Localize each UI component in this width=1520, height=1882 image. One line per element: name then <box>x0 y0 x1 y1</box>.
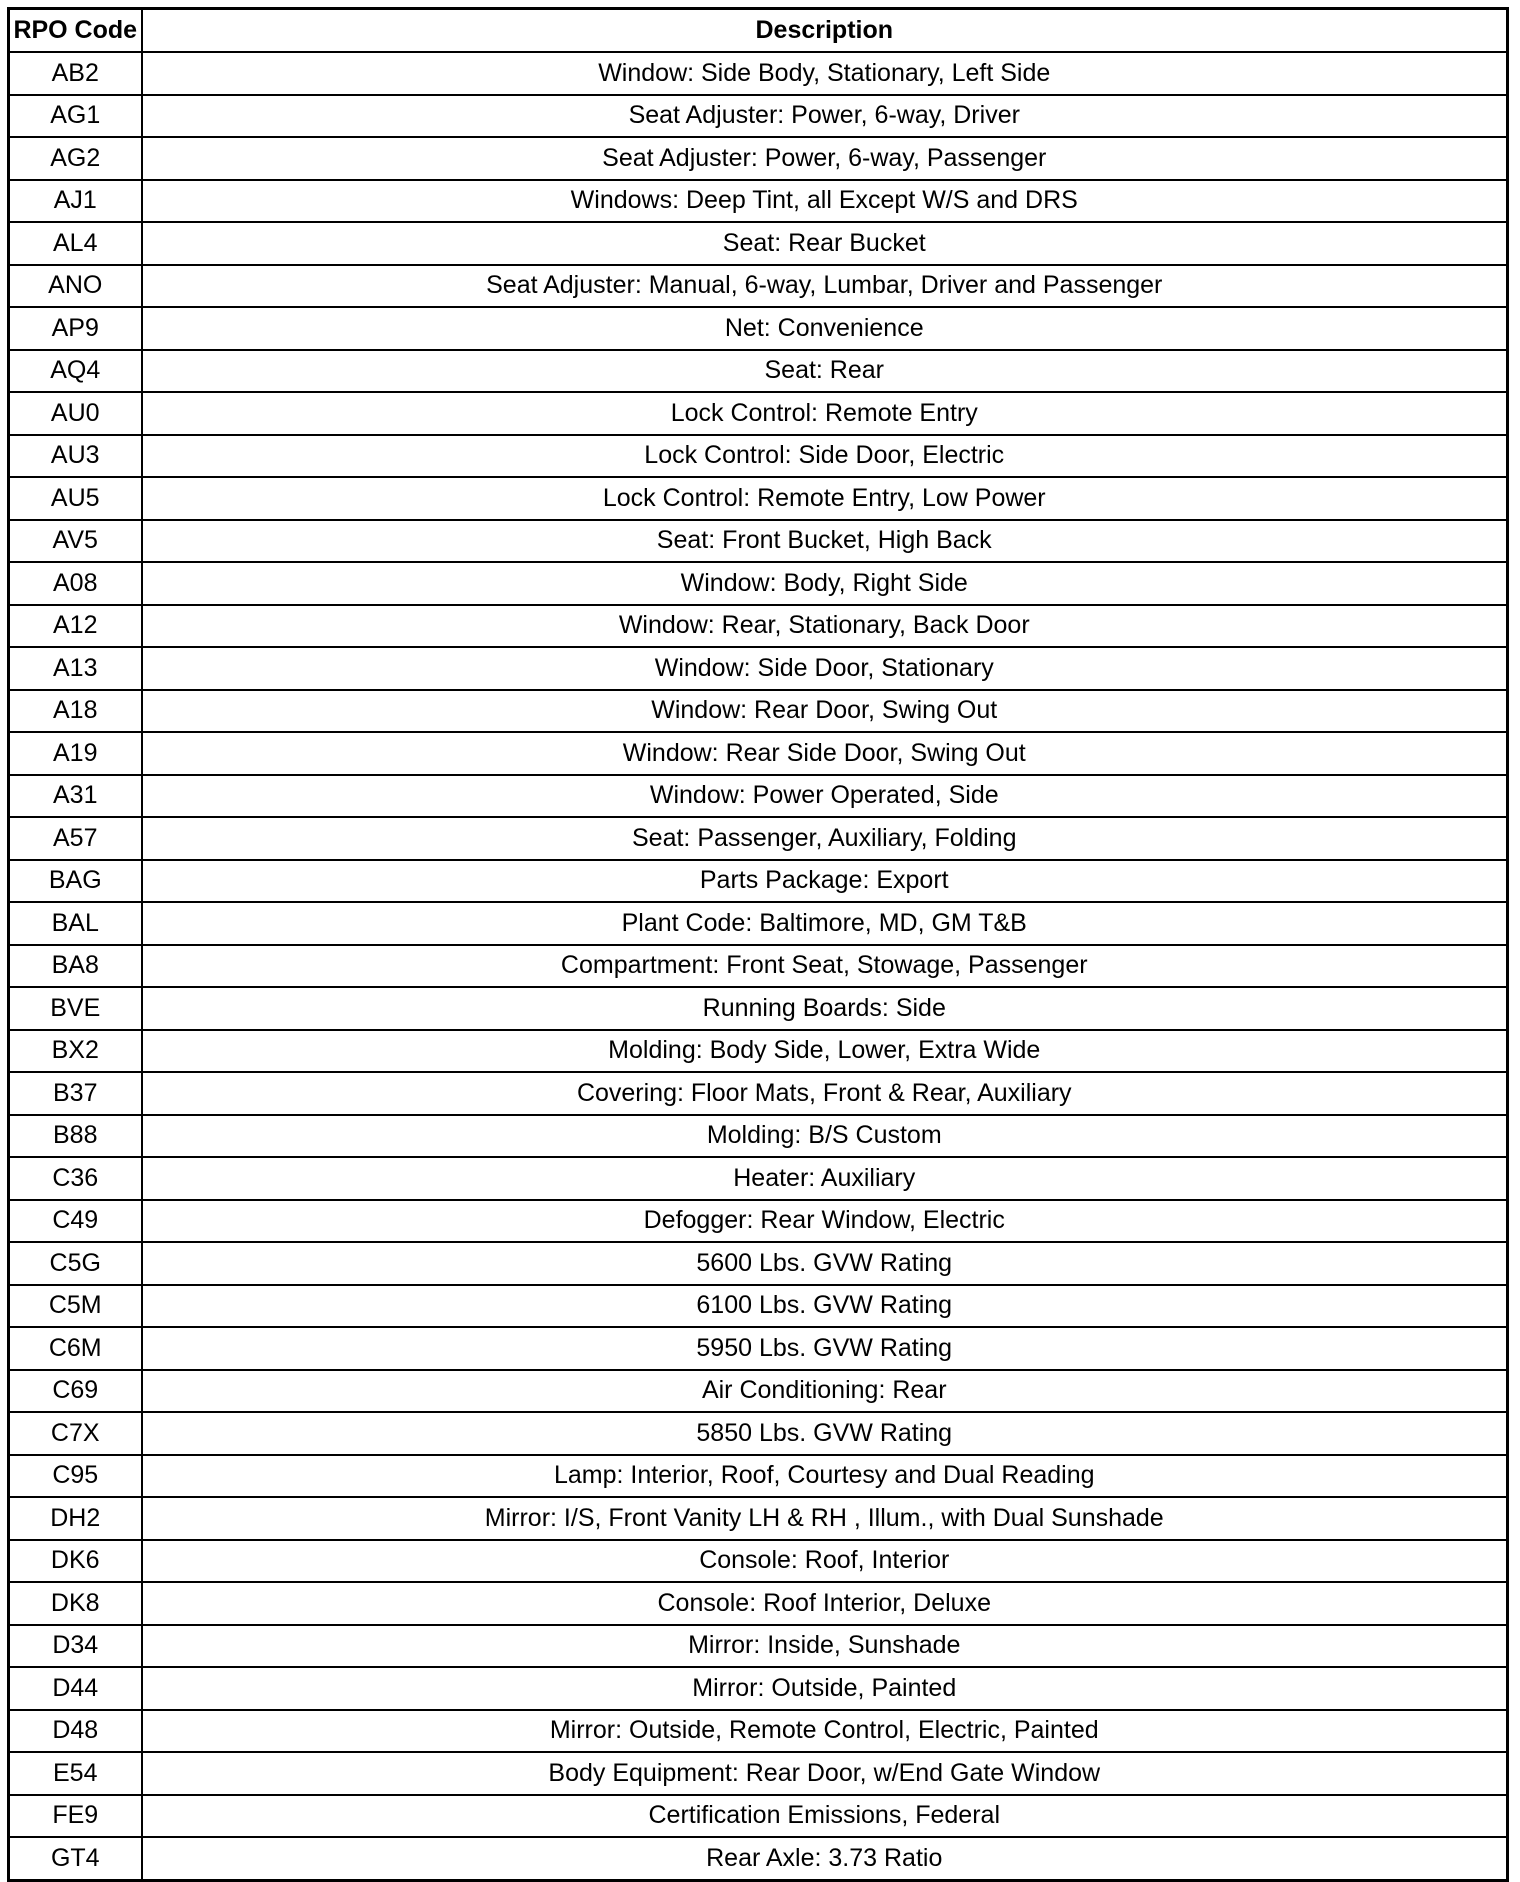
table-row <box>9 732 1508 775</box>
rpo-code-cell: A19 <box>9 732 142 775</box>
description-cell: Window: Side Body, Stationary, Left Side <box>142 52 1508 95</box>
rpo-code-cell: AB2 <box>9 52 142 95</box>
rpo-code-cell: A57 <box>9 817 142 860</box>
description-cell: Seat: Passenger, Auxiliary, Folding <box>142 817 1508 860</box>
description-cell: Seat: Rear Bucket <box>142 222 1508 265</box>
description-cell: Body Equipment: Rear Door, w/End Gate Window <box>142 1752 1508 1795</box>
description-cell: Seat Adjuster: Power, 6-way, Driver <box>142 95 1508 138</box>
description-cell: Plant Code: Baltimore, MD, GM T&B <box>142 902 1508 945</box>
table-row <box>9 1667 1508 1710</box>
description-cell: Window: Rear Door, Swing Out <box>142 690 1508 733</box>
description-cell: Seat: Rear <box>142 350 1508 393</box>
table-row <box>9 265 1508 308</box>
rpo-code-cell: GT4 <box>9 1837 142 1880</box>
rpo-code-cell: AU3 <box>9 435 142 478</box>
rpo-code-cell: ANO <box>9 265 142 308</box>
rpo-code-cell: AV5 <box>9 520 142 563</box>
rpo-code-cell: E54 <box>9 1752 142 1795</box>
rpo-code-cell: AP9 <box>9 307 142 350</box>
rpo-code-cell: C49 <box>9 1200 142 1243</box>
description-cell: Net: Convenience <box>142 307 1508 350</box>
table-row <box>9 477 1508 520</box>
table-row <box>9 775 1508 818</box>
table-row <box>9 1115 1508 1158</box>
table-row <box>9 902 1508 945</box>
description-cell: Certification Emissions, Federal <box>142 1795 1508 1838</box>
table-row <box>9 1455 1508 1498</box>
description-cell: Mirror: I/S, Front Vanity LH & RH , Illum., with Dual Sunshade <box>142 1497 1508 1540</box>
table-row <box>9 1752 1508 1795</box>
rpo-code-cell: A13 <box>9 647 142 690</box>
table-row <box>9 1710 1508 1753</box>
rpo-code-cell: C36 <box>9 1157 142 1200</box>
table-row <box>9 1285 1508 1328</box>
rpo-code-cell: AJ1 <box>9 180 142 223</box>
rpo-code-table <box>7 7 1509 1882</box>
table-row <box>9 1837 1508 1880</box>
rpo-code-cell: BA8 <box>9 945 142 988</box>
table-row <box>9 860 1508 903</box>
rpo-code-cell: B88 <box>9 1115 142 1158</box>
table-row <box>9 817 1508 860</box>
table-row <box>9 1795 1508 1838</box>
table-row <box>9 392 1508 435</box>
table-row <box>9 1540 1508 1583</box>
table-row <box>9 1327 1508 1370</box>
description-cell: 6100 Lbs. GVW Rating <box>142 1285 1508 1328</box>
table-row <box>9 1157 1508 1200</box>
rpo-code-cell: D44 <box>9 1667 142 1710</box>
rpo-code-cell: C69 <box>9 1370 142 1413</box>
table-row <box>9 1200 1508 1243</box>
description-cell: Seat: Front Bucket, High Back <box>142 520 1508 563</box>
rpo-code-cell: C5M <box>9 1285 142 1328</box>
table-row <box>9 307 1508 350</box>
rpo-code-cell: AG1 <box>9 95 142 138</box>
description-cell: Console: Roof Interior, Deluxe <box>142 1582 1508 1625</box>
rpo-code-cell: FE9 <box>9 1795 142 1838</box>
table-row <box>9 52 1508 95</box>
description-cell: 5850 Lbs. GVW Rating <box>142 1412 1508 1455</box>
description-cell: Parts Package: Export <box>142 860 1508 903</box>
description-cell: Window: Body, Right Side <box>142 562 1508 605</box>
column-header-description: Description <box>142 9 1508 53</box>
table-row <box>9 1625 1508 1668</box>
rpo-code-cell: C5G <box>9 1242 142 1285</box>
table-row <box>9 647 1508 690</box>
description-cell: Air Conditioning: Rear <box>142 1370 1508 1413</box>
rpo-code-cell: C7X <box>9 1412 142 1455</box>
table-row <box>9 562 1508 605</box>
description-cell: Molding: Body Side, Lower, Extra Wide <box>142 1030 1508 1073</box>
table-row <box>9 1497 1508 1540</box>
description-cell: Window: Rear Side Door, Swing Out <box>142 732 1508 775</box>
description-cell: Lock Control: Remote Entry <box>142 392 1508 435</box>
description-cell: Molding: B/S Custom <box>142 1115 1508 1158</box>
rpo-code-cell: B37 <box>9 1072 142 1115</box>
description-cell: Rear Axle: 3.73 Ratio <box>142 1837 1508 1880</box>
description-cell: Windows: Deep Tint, all Except W/S and DRS <box>142 180 1508 223</box>
rpo-code-cell: AU0 <box>9 392 142 435</box>
rpo-code-cell: AQ4 <box>9 350 142 393</box>
description-cell: Lock Control: Side Door, Electric <box>142 435 1508 478</box>
description-cell: Mirror: Outside, Painted <box>142 1667 1508 1710</box>
rpo-code-cell: A18 <box>9 690 142 733</box>
description-cell: 5950 Lbs. GVW Rating <box>142 1327 1508 1370</box>
rpo-code-cell: AG2 <box>9 137 142 180</box>
rpo-code-cell: C95 <box>9 1455 142 1498</box>
rpo-code-cell: A31 <box>9 775 142 818</box>
table-row <box>9 605 1508 648</box>
description-cell: Covering: Floor Mats, Front & Rear, Auxiliary <box>142 1072 1508 1115</box>
table-row <box>9 350 1508 393</box>
description-cell: Compartment: Front Seat, Stowage, Passenger <box>142 945 1508 988</box>
description-cell: Window: Rear, Stationary, Back Door <box>142 605 1508 648</box>
rpo-code-cell: AL4 <box>9 222 142 265</box>
description-cell: Defogger: Rear Window, Electric <box>142 1200 1508 1243</box>
table-row <box>9 1072 1508 1115</box>
table-row <box>9 137 1508 180</box>
description-cell: 5600 Lbs. GVW Rating <box>142 1242 1508 1285</box>
rpo-code-cell: DK6 <box>9 1540 142 1583</box>
rpo-code-cell: BX2 <box>9 1030 142 1073</box>
table-row <box>9 1582 1508 1625</box>
table-row <box>9 987 1508 1030</box>
rpo-code-cell: BAL <box>9 902 142 945</box>
table-row <box>9 1370 1508 1413</box>
rpo-code-cell: A12 <box>9 605 142 648</box>
rpo-code-cell: BVE <box>9 987 142 1030</box>
description-cell: Running Boards: Side <box>142 987 1508 1030</box>
table-row <box>9 690 1508 733</box>
table-row <box>9 520 1508 563</box>
table-row <box>9 435 1508 478</box>
rpo-code-cell: BAG <box>9 860 142 903</box>
table-row <box>9 180 1508 223</box>
table-header-row <box>9 9 1508 53</box>
table-row <box>9 95 1508 138</box>
rpo-code-cell: DK8 <box>9 1582 142 1625</box>
rpo-code-cell: D48 <box>9 1710 142 1753</box>
rpo-code-cell: DH2 <box>9 1497 142 1540</box>
description-cell: Heater: Auxiliary <box>142 1157 1508 1200</box>
rpo-code-cell: D34 <box>9 1625 142 1668</box>
description-cell: Window: Side Door, Stationary <box>142 647 1508 690</box>
table-row <box>9 1412 1508 1455</box>
table-row <box>9 222 1508 265</box>
description-cell: Seat Adjuster: Power, 6-way, Passenger <box>142 137 1508 180</box>
description-cell: Mirror: Outside, Remote Control, Electric, Painted <box>142 1710 1508 1753</box>
rpo-code-cell: C6M <box>9 1327 142 1370</box>
description-cell: Seat Adjuster: Manual, 6-way, Lumbar, Driver and Passenger <box>142 265 1508 308</box>
description-cell: Lamp: Interior, Roof, Courtesy and Dual Reading <box>142 1455 1508 1498</box>
table-row <box>9 945 1508 988</box>
description-cell: Lock Control: Remote Entry, Low Power <box>142 477 1508 520</box>
table-row <box>9 1030 1508 1073</box>
table-body <box>9 52 1508 1880</box>
description-cell: Console: Roof, Interior <box>142 1540 1508 1583</box>
rpo-code-cell: A08 <box>9 562 142 605</box>
description-cell: Mirror: Inside, Sunshade <box>142 1625 1508 1668</box>
table-row <box>9 1242 1508 1285</box>
rpo-code-cell: AU5 <box>9 477 142 520</box>
column-header-rpo-code: RPO Code <box>9 9 142 53</box>
description-cell: Window: Power Operated, Side <box>142 775 1508 818</box>
